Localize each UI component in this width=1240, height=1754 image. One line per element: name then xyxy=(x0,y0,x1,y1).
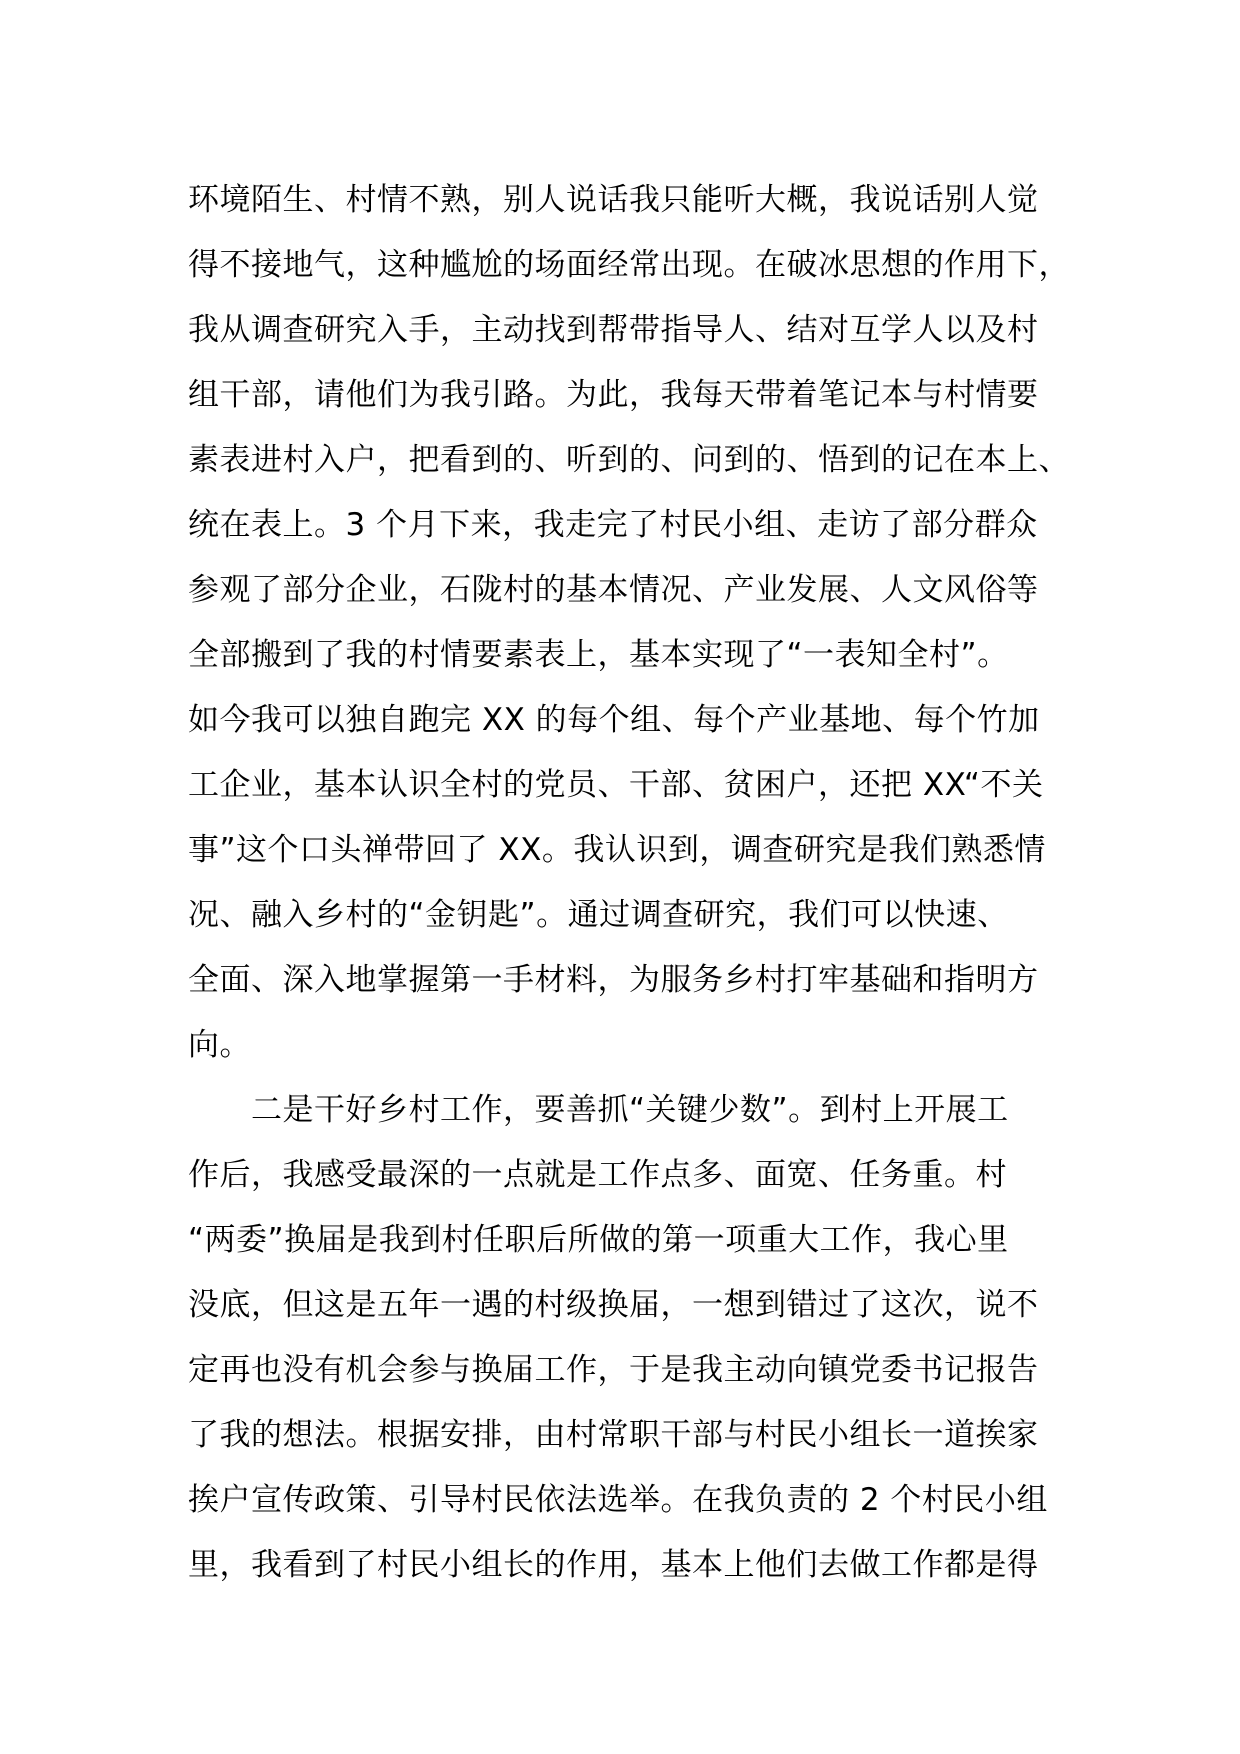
text-line: 挨户宣传政策、引导村民依法选举。在我负责的 2 个村民小组 xyxy=(188,1482,1048,1518)
text-line: 定再也没有机会参与换届工作，于是我主动向镇党委书记报告 xyxy=(188,1352,1039,1388)
text-line: 统在表上。3 个月下来，我走完了村民小组、走访了部分群众 xyxy=(188,507,1038,543)
text-line: 没底，但这是五年一遇的村级换届，一想到错过了这次，说不 xyxy=(188,1287,1039,1323)
paragraph-start-line: 二是干好乡村工作，要善抓“关键少数”。到村上开展工 xyxy=(188,1092,1009,1128)
text-line: 了我的想法。根据安排，由村常职干部与村民小组长一道挨家 xyxy=(188,1417,1039,1453)
text-line: 参观了部分企业，石陇村的基本情况、产业发展、人文风俗等 xyxy=(188,572,1039,608)
text-line: 全面、深入地掌握第一手材料，为服务乡村打牢基础和指明方 xyxy=(188,962,1039,998)
text-line: 作后，我感受最深的一点就是工作点多、面宽、任务重。村 xyxy=(188,1157,1007,1193)
text-line: 向。 xyxy=(188,1027,251,1063)
document-body xyxy=(188,168,1088,1598)
text-line: 全部搬到了我的村情要素表上，基本实现了“一表知全村”。 xyxy=(188,637,1009,673)
text-line: 得不接地气，这种尴尬的场面经常出现。在破冰思想的作用下， xyxy=(188,247,1070,283)
text-line: 事”这个口头禅带回了 XX。我认识到，调查研究是我们熟悉情 xyxy=(188,832,1046,868)
text-line: 素表进村入户，把看到的、听到的、问到的、悟到的记在本上、 xyxy=(188,442,1070,478)
text-line: 如今我可以独自跑完 XX 的每个组、每个产业基地、每个竹加 xyxy=(188,702,1040,738)
text-line: 工企业，基本认识全村的党员、干部、贫困户，还把 XX“不关 xyxy=(188,767,1044,803)
text-line: 况、融入乡村的“金钥匙”。通过调查研究，我们可以快速、 xyxy=(188,897,1009,933)
text-line: 组干部，请他们为我引路。为此，我每天带着笔记本与村情要 xyxy=(188,377,1039,413)
text-line: 里，我看到了村民小组长的作用，基本上他们去做工作都是得 xyxy=(188,1547,1039,1583)
text-line: 环境陌生、村情不熟，别人说话我只能听大概，我说话别人觉 xyxy=(188,182,1039,218)
text-line: “两委”换届是我到村任职后所做的第一项重大工作，我心里 xyxy=(188,1222,1009,1258)
text-line: 我从调查研究入手，主动找到帮带指导人、结对互学人以及村 xyxy=(188,312,1039,348)
